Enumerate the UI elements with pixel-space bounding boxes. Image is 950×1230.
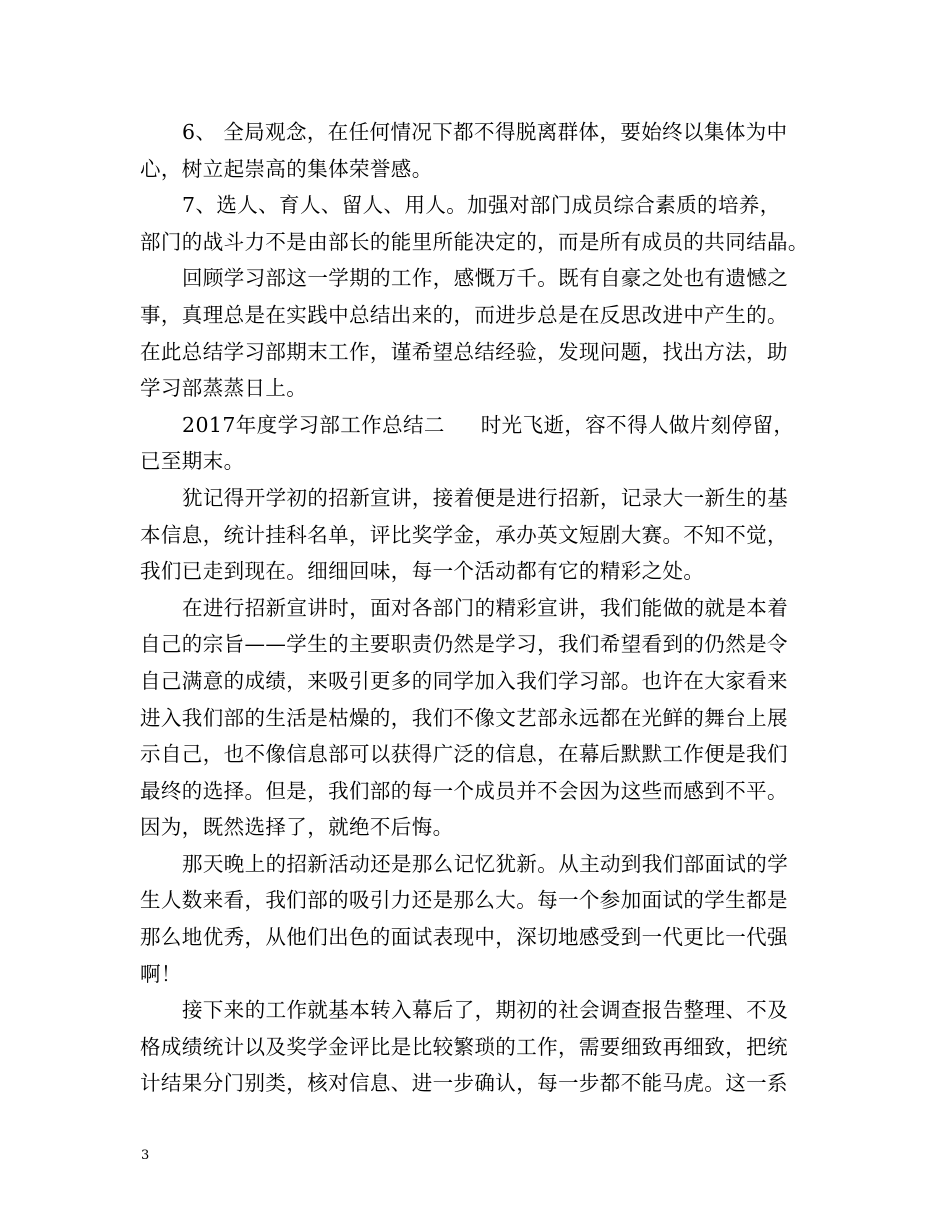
paragraph-line: 最终的选择。但是，我们部的每一个成员并不会因为这些而感到不平。 [140, 778, 788, 803]
paragraph-line: 部门的战斗力不是由部长的能里所能决定的，而是所有成员的共同结晶。 [140, 229, 809, 254]
page-number: 3 [141, 1148, 150, 1163]
paragraph-text: 时光飞逝，容不得人做片刻停留， [480, 412, 795, 437]
paragraph-line: 7、选人、育人、留人、用人。加强对部门成员综合素质的培养， [182, 193, 781, 218]
paragraph-line: 犹记得开学初的招新宣讲，接着便是进行招新，记录大一新生的基 [182, 485, 789, 510]
paragraph-line: 心，树立起崇高的集体荣誉感。 [140, 156, 433, 181]
paragraph-line: 回顾学习部这一学期的工作，感慨万千。既有自豪之处也有遗憾之 [182, 266, 789, 291]
paragraph-line: 学习部蒸蒸日上。 [140, 376, 308, 401]
paragraph-line: 进入我们部的生活是枯燥的，我们不像文艺部永远都在光鲜的舞台上展 [140, 705, 788, 730]
paragraph-line: 接下来的工作就基本转入幕后了，期初的社会调查报告整理、不及 [182, 998, 789, 1023]
paragraph-line: 自己满意的成绩，来吸引更多的同学加入我们学习部。也许在大家看来 [140, 668, 788, 693]
paragraph-line: 我们已走到现在。细细回味，每一个活动都有它的精彩之处。 [140, 559, 705, 584]
paragraph-line: 在进行招新宣讲时，面对各部门的精彩宣讲，我们能做的就是本着 [182, 595, 789, 620]
paragraph-line: 示自己，也不像信息部可以获得广泛的信息，在幕后默默工作便是我们 [140, 742, 788, 767]
paragraph-line: 生人数来看，我们部的吸引力还是那么大。每一个参加面试的学生都是 [140, 888, 788, 913]
paragraph-line: 6、 全局观念，在任何情况下都不得脱离群体，要始终以集体为中 [182, 120, 788, 144]
section-heading: 2017年度学习部工作总结二 [182, 412, 445, 437]
section-heading-line [140, 407, 825, 444]
paragraph-line: 已至期末。 [140, 449, 245, 474]
body-text [140, 114, 825, 1102]
paragraph-line: 格成绩统计以及奖学金评比是比较繁琐的工作，需要细致再细致，把统 [140, 1034, 788, 1059]
paragraph-line: 那天晚上的招新活动还是那么记忆犹新。从主动到我们部面试的学 [182, 851, 789, 876]
paragraph-line: 在此总结学习部期末工作，谨希望总结经验，发现问题，找出方法，助 [140, 339, 788, 364]
paragraph-line: 事，真理总是在实践中总结出来的，而进步总是在反思改进中产生的。 [140, 302, 788, 327]
paragraph-line: 本信息，统计挂科名单，评比奖学金，承办英文短剧大赛。不知不觉， [140, 522, 788, 547]
paragraph-line: 计结果分门别类，核对信息、进一步确认，每一步都不能马虎。这一系 [140, 1071, 788, 1096]
paragraph-line: 因为，既然选择了，就绝不后悔。 [140, 815, 454, 840]
paragraph-line: 那么地优秀，从他们出色的面试表现中，深切地感受到一代更比一代强 [140, 925, 788, 950]
paragraph-line: 啊！ [140, 961, 182, 986]
paragraph-line: 自己的宗旨——学生的主要职责仍然是学习，我们希望看到的仍然是令 [140, 632, 788, 657]
